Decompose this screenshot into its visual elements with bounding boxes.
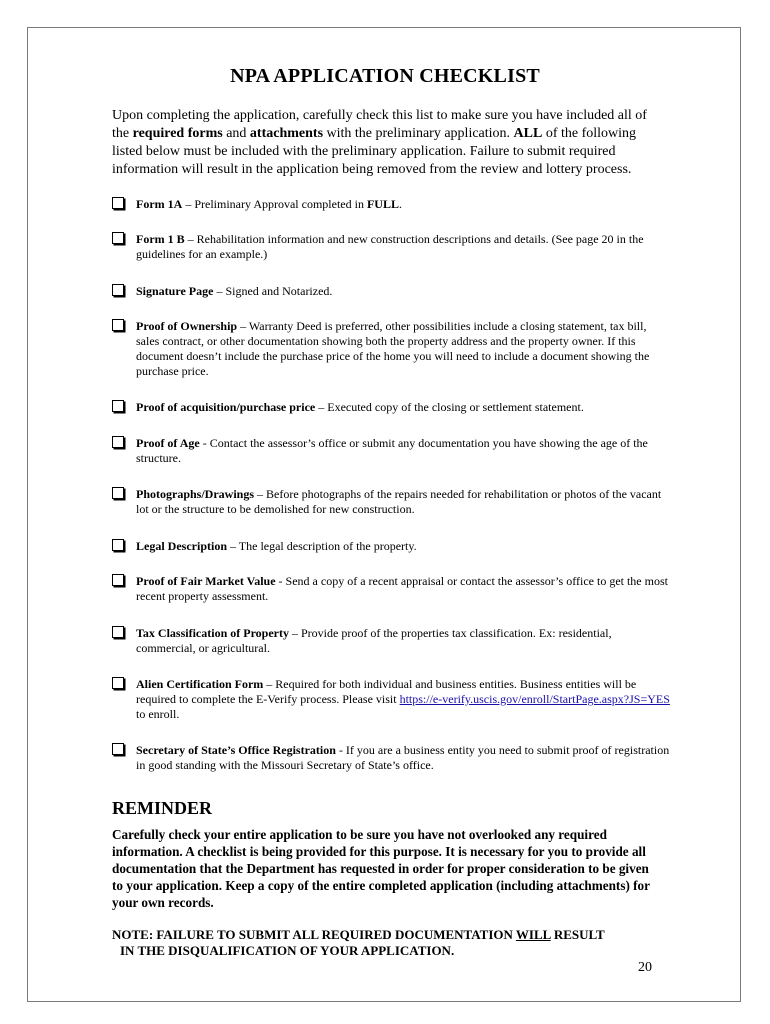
item-label: Form 1 B [136,232,185,246]
checkbox-icon[interactable] [112,487,124,499]
checklist-item-photographs [112,487,672,517]
intro-text-1: Upon completing the application, carefully check this list to make sure you have included all of the [112,108,647,141]
item-description: – Signed and Notarized. [213,284,333,298]
note-text-1: NOTE: FAILURE TO SUBMIT ALL REQUIRED DOCUMENTATION [112,927,516,942]
note-text-2: RESULT [550,927,605,942]
item-emphasis: FULL [366,197,399,211]
item-description: - Contact the assessor’s office or submit any documentation you have showing the age of the structure. [136,436,648,465]
checkbox-icon[interactable] [112,539,124,551]
checkbox-icon[interactable] [112,743,124,755]
item-label: Photographs/Drawings [136,487,255,501]
item-label: Proof of Fair Market Value [136,574,276,588]
item-description: - Send a copy of a recent appraisal or contact the assessor’s office to get the most recent property assessment. [136,574,668,603]
checklist-item-secretary-of-state [112,743,672,773]
checkbox-icon[interactable] [112,677,124,689]
checkbox-icon[interactable] [112,626,124,638]
item-label: Proof of Age [136,436,200,450]
item-description: – Preliminary Approval completed in [182,197,367,211]
checkbox-icon[interactable] [112,574,124,586]
checklist-item-signature-page [112,284,672,299]
item-description: – Rehabilitation information and new construction descriptions and details. (See page 20 in the guidelines for an example.) [136,232,644,261]
checklist-item-form-1b [112,232,672,262]
item-label: Tax Classification of Property [136,626,289,640]
item-description-end: to enroll. [136,707,180,721]
item-description: – Required for both individual and business entities. Business entities will be required to complete the E-Verify process. Please visit [136,677,637,706]
intro-text-3: of the following listed below must be included with the preliminary application. Failure to submit required information will result in the application being removed from the review and lottery process. [112,126,637,177]
intro-text-2: with the preliminary application. [323,126,514,141]
note-text-line2: IN THE DISQUALIFICATION OF YOUR APPLICATION. [120,943,455,958]
item-label: Alien Certification Form [136,677,264,691]
checklist-item-fair-market-value [112,574,672,604]
checklist-item-form-1a [112,197,672,212]
item-description: – Before photographs of the repairs needed for rehabilitation or photos of the vacant lot or the structure to be demolished for new construction. [136,487,662,516]
page-title: NPA APPLICATION CHECKLIST [230,65,540,87]
item-label: Secretary of State’s Office Registration [136,743,336,757]
page-number: 20 [638,960,652,975]
checkbox-icon[interactable] [112,319,124,331]
disqualification-note [112,927,672,959]
checkbox-icon[interactable] [112,197,124,209]
checkbox-icon[interactable] [112,232,124,244]
note-will: WILL [515,927,551,942]
item-description-end: . [398,197,402,211]
reminder-body: Carefully check your entire application to be sure you have not overlooked any required information. A checklist is being provided for this purpose. It is necessary for you to provide all documentation that the Department has requested in order for proper consideration to be given to your application. Keep a copy of the entire completed application (including attachments) for your own records. [112,827,650,910]
checklist-item-proof-of-age [112,436,672,466]
checklist-item-proof-of-purchase [112,400,672,415]
checklist-item-legal-description [112,539,672,554]
intro-required-forms: required forms [132,126,223,141]
intro-text-and: and [222,126,250,141]
intro-paragraph [112,107,652,179]
checklist-item-proof-of-ownership [112,319,672,379]
e-verify-link[interactable]: https://e-verify.uscis.gov/enroll/StartPage.aspx?JS=YES [399,692,670,706]
item-description: – Provide proof of the properties tax classification. Ex: residential, commercial, or agricultural. [136,626,612,655]
item-label: Legal Description [136,539,227,553]
item-description: – Executed copy of the closing or settlement statement. [315,400,584,414]
checklist-item-alien-certification [112,677,672,722]
checkbox-icon[interactable] [112,436,124,448]
reminder-heading: REMINDER [112,798,213,818]
item-label: Proof of acquisition/purchase price [136,400,316,414]
item-label: Proof of Ownership [136,319,238,333]
item-label: Form 1A [136,197,183,211]
checkbox-icon[interactable] [112,400,124,412]
item-label: Signature Page [136,284,214,298]
intro-all: ALL [513,126,543,141]
item-description: - If you are a business entity you need to submit proof of registration in good standing with the Missouri Secretary of State’s office. [136,743,670,772]
item-description: – Warranty Deed is preferred, other possibilities include a closing statement, tax bill, sales contract, or other documentation showing both the property address and the property owner. If this document doesn’t include the purchase price of the home you will need to include a document showing the purchase price. [136,319,650,378]
item-description: – The legal description of the property. [227,539,417,553]
checklist-item-tax-classification [112,626,672,656]
intro-attachments: attachments [249,126,324,141]
checkbox-icon[interactable] [112,284,124,296]
